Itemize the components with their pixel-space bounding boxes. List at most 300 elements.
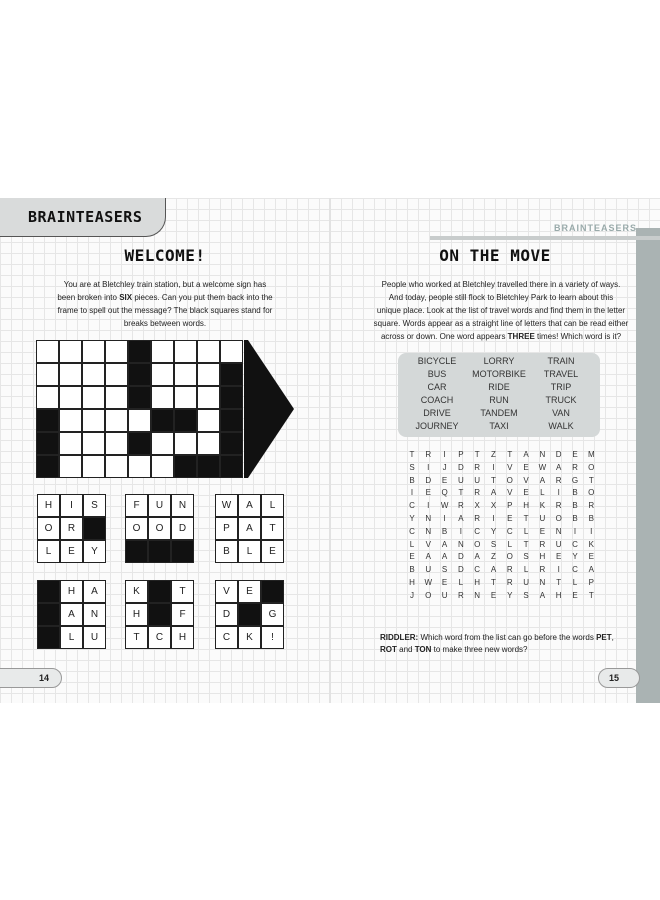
- travel-word: COACH: [420, 395, 454, 405]
- page-number-text: 15: [609, 673, 620, 683]
- grid-letter: I: [557, 565, 560, 575]
- grid-letter: C: [506, 526, 513, 536]
- grid-letter: I: [573, 526, 577, 536]
- grid-letter: N: [425, 514, 432, 523]
- sign-arrow-tip: [244, 340, 296, 478]
- grid-letter: L: [523, 565, 529, 575]
- piece-letter: T: [261, 517, 284, 540]
- grid-letter: T: [491, 475, 496, 485]
- welcome-intro: [40, 278, 290, 330]
- frame-cell: [197, 340, 220, 363]
- grid-letter: Z: [491, 552, 496, 562]
- frame-cell: [128, 409, 151, 432]
- frame-cell: [220, 455, 243, 478]
- grid-letter: A: [556, 462, 562, 472]
- grid-letter: O: [588, 462, 595, 472]
- intro-text: pieces. Can you put them back into the: [132, 293, 273, 302]
- black-square: [148, 580, 171, 603]
- grid-letter: T: [523, 514, 529, 523]
- grid-letter: A: [490, 488, 497, 498]
- travel-word: BUS: [427, 369, 447, 379]
- intro-line: And today, people still flock to Bletchley Park to learn about this: [388, 293, 614, 302]
- grid-letter: E: [572, 590, 578, 600]
- grid-letter: A: [523, 450, 529, 459]
- frame-cell: [82, 409, 105, 432]
- piece-letter: U: [148, 494, 171, 517]
- grid-letter: R: [588, 501, 595, 511]
- grid-letter: E: [441, 475, 448, 485]
- black-square: [148, 603, 171, 626]
- riddler-text: to make three new words?: [431, 645, 528, 654]
- grid-letter: U: [555, 539, 562, 549]
- grid-letter: R: [506, 565, 513, 575]
- grid-letter: H: [555, 590, 562, 600]
- riddler-question: [380, 632, 630, 656]
- frame-cell: [128, 363, 151, 386]
- black-square: [83, 517, 106, 540]
- intro-line: People who worked at Bletchley travelled there in a variety of ways.: [381, 280, 621, 289]
- grid-letter: U: [441, 590, 448, 600]
- frame-cell: [128, 455, 151, 478]
- piece-letter: D: [171, 517, 194, 540]
- grid-letter: E: [425, 488, 431, 498]
- riddler-word: ROT: [380, 645, 397, 654]
- black-square: [171, 540, 194, 563]
- grid-letter: Z: [491, 450, 496, 459]
- frame-cell: [82, 363, 105, 386]
- piece-letter: F: [125, 494, 148, 517]
- travel-word: LORRY: [483, 356, 515, 366]
- grid-letter: W: [424, 578, 433, 587]
- grid-letter: V: [425, 539, 431, 549]
- grid-letter: C: [572, 539, 578, 549]
- intro-text: across or down. One word appears: [380, 332, 508, 341]
- piece-letter: A: [238, 517, 261, 540]
- grid-letter: V: [507, 462, 513, 472]
- grid-letter: L: [523, 526, 529, 536]
- grid-letter: I: [492, 514, 495, 523]
- grid-letter: U: [474, 475, 481, 485]
- frame-cell: [82, 340, 105, 363]
- grid-letter: K: [588, 539, 594, 549]
- grid-letter: T: [491, 578, 496, 587]
- frame-cell: [174, 340, 197, 363]
- riddler-text: ,: [611, 633, 614, 642]
- piece-letter: D: [215, 603, 238, 626]
- travel-word-list: [398, 353, 600, 437]
- grid-letter: W: [440, 501, 449, 511]
- grid-letter: A: [458, 514, 464, 523]
- grid-letter: E: [588, 552, 594, 562]
- page-gutter: [329, 198, 331, 703]
- grid-letter: L: [458, 578, 464, 587]
- frame-cell: [59, 432, 82, 455]
- grid-letter: O: [506, 552, 513, 562]
- intro-line: [40, 291, 290, 304]
- grid-letter: A: [474, 552, 480, 562]
- section-banner: [0, 198, 166, 237]
- black-square: [238, 603, 261, 626]
- riddler-word: PET: [596, 633, 612, 642]
- grid-letter: O: [506, 475, 513, 485]
- grid-letter: U: [523, 578, 529, 587]
- page-edge-tab: [636, 228, 660, 703]
- frame-cell: [197, 409, 220, 432]
- page-number-right: [598, 668, 640, 688]
- grid-letter: I: [590, 526, 593, 536]
- frame-cell: [59, 340, 82, 363]
- piece-letter: C: [215, 626, 238, 649]
- grid-letter: U: [539, 514, 546, 523]
- grid-letter: H: [474, 578, 481, 587]
- grid-letter: V: [507, 488, 513, 498]
- grid-letter: T: [556, 578, 562, 587]
- frame-cell: [220, 340, 243, 363]
- grid-letter: E: [539, 526, 546, 536]
- piece-letter: E: [238, 580, 261, 603]
- piece-letter: V: [215, 580, 238, 603]
- piece-letter: I: [60, 494, 83, 517]
- grid-letter: C: [572, 565, 578, 575]
- piece-letter: L: [261, 494, 284, 517]
- travel-word: TRIP: [550, 382, 572, 392]
- frame-cell: [105, 363, 128, 386]
- intro-line: square. Words appear as a straight line of letters that can be read either: [373, 319, 629, 328]
- piece-letter: H: [125, 603, 148, 626]
- grid-letter: R: [506, 578, 513, 587]
- frame-cell: [105, 409, 128, 432]
- grid-letter: E: [490, 590, 497, 600]
- frame-cell: [128, 386, 151, 409]
- grid-letter: R: [458, 590, 464, 600]
- travel-word: TAXI: [489, 421, 509, 431]
- grid-letter: A: [441, 552, 448, 562]
- grid-letter: P: [458, 450, 464, 459]
- intro-text: times! Which word is it?: [534, 332, 622, 341]
- grid-letter: Y: [572, 552, 578, 562]
- grid-letter: R: [572, 462, 578, 472]
- frame-cell: [105, 386, 128, 409]
- black-square: [37, 580, 60, 603]
- travel-word: WALK: [548, 421, 574, 431]
- piece-letter: S: [83, 494, 106, 517]
- frame-cell: [197, 363, 220, 386]
- grid-letter: U: [425, 565, 432, 575]
- piece-letter: P: [215, 517, 238, 540]
- frame-cell: [151, 432, 174, 455]
- grid-letter: D: [458, 565, 464, 575]
- piece-letter: R: [60, 517, 83, 540]
- piece-letter: L: [60, 626, 83, 649]
- grid-letter: E: [523, 462, 529, 472]
- grid-letter: B: [572, 488, 578, 498]
- frame-cell: [36, 455, 59, 478]
- frame-cell: [82, 386, 105, 409]
- frame-cell: [36, 386, 59, 409]
- grid-letter: A: [425, 552, 431, 562]
- grid-letter: S: [523, 552, 529, 562]
- intro-line: [372, 330, 630, 343]
- intro-text: been broken into: [57, 293, 120, 302]
- riddler-label: RIDDLER:: [380, 633, 419, 642]
- piece-letter: A: [238, 494, 261, 517]
- frame-cell: [59, 386, 82, 409]
- piece-letter: H: [171, 626, 194, 649]
- grid-letter: T: [458, 488, 464, 498]
- frame-cell: [128, 432, 151, 455]
- frame-cell: [151, 363, 174, 386]
- grid-letter: N: [474, 590, 481, 600]
- piece-letter: Y: [83, 540, 106, 563]
- frame-cell: [220, 432, 243, 455]
- frame-cell: [151, 386, 174, 409]
- piece-letter: N: [83, 603, 106, 626]
- piece-letter: E: [60, 540, 83, 563]
- travel-word: VAN: [552, 408, 570, 418]
- grid-letter: R: [474, 488, 481, 498]
- riddler-text: Which word from the list can go before the words: [418, 633, 597, 642]
- frame-cell: [36, 432, 59, 455]
- frame-cell: [174, 455, 197, 478]
- riddler-word: TON: [414, 645, 432, 654]
- grid-letter: I: [410, 488, 414, 498]
- grid-letter: R: [555, 501, 562, 511]
- grid-letter: B: [588, 514, 594, 523]
- piece-letter: E: [261, 540, 284, 563]
- grid-letter: T: [474, 450, 480, 459]
- running-head-rule: [430, 236, 660, 240]
- frame-cell: [151, 409, 174, 432]
- grid-letter: Y: [409, 514, 415, 523]
- book-spread: [0, 198, 660, 703]
- frame-cell: [36, 409, 59, 432]
- grid-letter: I: [443, 450, 446, 459]
- grid-letter: S: [409, 462, 415, 472]
- grid-letter: R: [555, 475, 562, 485]
- grid-letter: D: [458, 552, 464, 562]
- black-square: [261, 580, 284, 603]
- grid-letter: N: [539, 578, 546, 587]
- grid-letter: B: [441, 526, 448, 536]
- grid-letter: E: [556, 552, 562, 562]
- grid-letter: D: [458, 462, 464, 472]
- piece-letter: A: [83, 580, 106, 603]
- travel-word: TRUCK: [545, 395, 577, 405]
- grid-letter: T: [507, 450, 513, 459]
- frame-cell: [105, 340, 128, 363]
- grid-letter: H: [409, 578, 415, 587]
- frame-cell: [59, 409, 82, 432]
- intro-line: frame to spell out the message? The black squares stand for: [57, 306, 273, 315]
- grid-letter: H: [539, 552, 546, 562]
- grid-letter: S: [441, 565, 448, 575]
- frame-cell: [82, 455, 105, 478]
- grid-letter: X: [490, 501, 497, 511]
- grid-letter: E: [507, 514, 513, 523]
- move-intro: [372, 278, 630, 343]
- grid-letter: E: [409, 552, 415, 562]
- intro-line: unique place. Look at the list of travel words and find them in the letter: [376, 306, 626, 315]
- travel-word: TANDEM: [480, 408, 518, 418]
- black-square: [125, 540, 148, 563]
- grid-letter: L: [409, 539, 415, 549]
- grid-letter: I: [427, 462, 430, 472]
- piece-letter: U: [83, 626, 106, 649]
- grid-letter: B: [409, 565, 415, 575]
- grid-letter: N: [425, 526, 432, 536]
- grid-letter: T: [588, 475, 594, 485]
- travel-word: TRAVEL: [543, 369, 579, 379]
- frame-cell: [197, 455, 220, 478]
- piece-letter: K: [238, 626, 261, 649]
- grid-letter: E: [523, 488, 529, 498]
- grid-letter: T: [588, 590, 594, 600]
- travel-word: DRIVE: [423, 408, 451, 418]
- frame-cell: [220, 409, 243, 432]
- grid-letter: W: [538, 462, 547, 472]
- grid-letter: O: [588, 488, 595, 498]
- piece-letter: A: [60, 603, 83, 626]
- grid-letter: O: [555, 514, 562, 523]
- grid-letter: A: [490, 565, 497, 575]
- frame-cell: [36, 340, 59, 363]
- grid-letter: C: [409, 526, 415, 536]
- grid-letter: L: [572, 578, 578, 587]
- travel-word: CAR: [427, 382, 447, 392]
- grid-letter: I: [443, 514, 446, 523]
- grid-letter: N: [458, 539, 464, 549]
- travel-word: MOTORBIKE: [472, 369, 526, 379]
- intro-line: breaks between words.: [123, 319, 207, 328]
- grid-letter: R: [474, 462, 481, 472]
- travel-word: RUN: [489, 395, 509, 405]
- frame-cell: [174, 386, 197, 409]
- piece-letter: W: [215, 494, 238, 517]
- grid-letter: J: [442, 462, 447, 472]
- black-square: [148, 540, 171, 563]
- grid-letter: B: [572, 514, 578, 523]
- grid-letter: R: [458, 501, 464, 511]
- grid-letter: P: [507, 501, 513, 511]
- frame-cell: [174, 409, 197, 432]
- travel-word: TRAIN: [547, 356, 575, 366]
- grid-letter: A: [539, 590, 546, 600]
- piece-letter: N: [171, 494, 194, 517]
- piece-letter: B: [215, 540, 238, 563]
- black-square: [37, 603, 60, 626]
- grid-letter: B: [409, 475, 415, 485]
- frame-cell: [220, 363, 243, 386]
- grid-letter: R: [539, 539, 546, 549]
- grid-letter: R: [474, 514, 481, 523]
- on-the-move-title: ON THE MOVE: [439, 246, 551, 265]
- grid-letter: O: [474, 539, 481, 549]
- grid-letter: E: [441, 578, 448, 587]
- grid-letter: V: [523, 475, 529, 485]
- frame-cell: [197, 432, 220, 455]
- frame-cell: [82, 432, 105, 455]
- piece-letter: K: [125, 580, 148, 603]
- piece-letter: C: [148, 626, 171, 649]
- travel-word: JOURNEY: [415, 421, 459, 431]
- frame-cell: [36, 363, 59, 386]
- piece-letter: H: [37, 494, 60, 517]
- grid-letter: A: [539, 475, 546, 485]
- grid-letter: I: [557, 488, 560, 498]
- grid-letter: B: [572, 501, 578, 511]
- piece-letter: F: [171, 603, 194, 626]
- grid-letter: P: [588, 578, 594, 587]
- piece-letter: O: [148, 517, 171, 540]
- grid-letter: J: [410, 590, 414, 600]
- page-number-left: [0, 668, 62, 688]
- frame-cell: [151, 455, 174, 478]
- piece-letter: H: [60, 580, 83, 603]
- welcome-title: WELCOME!: [124, 246, 206, 265]
- intro-emphasis: THREE: [507, 332, 535, 341]
- grid-letter: R: [539, 565, 546, 575]
- grid-letter: A: [441, 539, 448, 549]
- grid-letter: R: [425, 450, 432, 459]
- piece-letter: T: [171, 580, 194, 603]
- grid-letter: Y: [490, 526, 497, 536]
- travel-word: RIDE: [488, 382, 510, 392]
- piece-letter: !: [261, 626, 284, 649]
- page-number-text: 14: [38, 673, 49, 683]
- intro-line: You are at Bletchley train station, but a welcome sign has: [63, 280, 267, 289]
- grid-letter: G: [571, 475, 579, 485]
- grid-letter: N: [539, 450, 546, 459]
- grid-letter: C: [474, 526, 481, 536]
- frame-cell: [174, 432, 197, 455]
- grid-letter: A: [588, 565, 594, 575]
- piece-letter: L: [238, 540, 261, 563]
- piece-letter: O: [125, 517, 148, 540]
- running-head: BRAINTEASERS: [554, 223, 638, 233]
- grid-letter: Y: [507, 590, 513, 600]
- frame-cell: [59, 455, 82, 478]
- piece-letter: G: [261, 603, 284, 626]
- grid-letter: H: [523, 501, 529, 511]
- grid-letter: E: [572, 450, 578, 459]
- grid-letter: M: [587, 450, 595, 459]
- grid-letter: U: [458, 475, 464, 485]
- grid-letter: K: [539, 501, 546, 511]
- section-label: BRAINTEASERS: [28, 208, 143, 226]
- intro-emphasis: SIX: [119, 293, 133, 302]
- frame-cell: [197, 386, 220, 409]
- grid-letter: X: [474, 501, 480, 511]
- travel-word: BICYCLE: [417, 356, 457, 366]
- grid-letter: I: [492, 462, 495, 472]
- frame-cell: [59, 363, 82, 386]
- grid-letter: L: [540, 488, 545, 498]
- grid-letter: D: [555, 450, 562, 459]
- grid-letter: D: [425, 475, 432, 485]
- frame-cell: [105, 432, 128, 455]
- grid-letter: N: [555, 526, 562, 536]
- grid-letter: I: [427, 501, 430, 511]
- piece-letter: T: [125, 626, 148, 649]
- riddler-text: and: [396, 645, 415, 654]
- grid-letter: T: [523, 539, 529, 549]
- frame-cell: [151, 340, 174, 363]
- grid-letter: I: [459, 526, 462, 536]
- black-square: [37, 626, 60, 649]
- grid-letter: C: [474, 565, 481, 575]
- frame-cell: [105, 455, 128, 478]
- grid-letter: T: [409, 450, 415, 459]
